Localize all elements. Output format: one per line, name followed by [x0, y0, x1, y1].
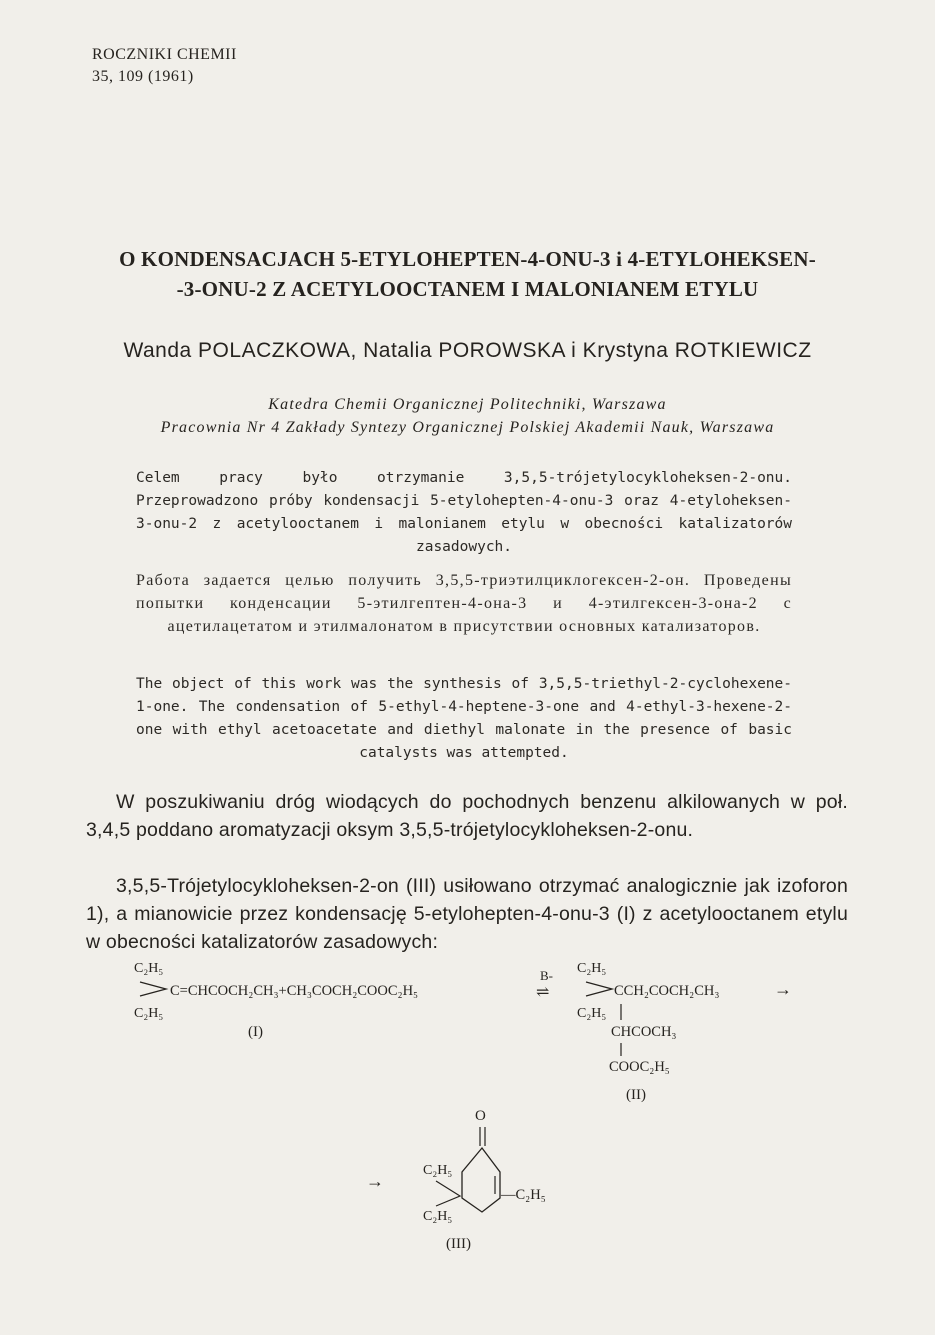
reaction-arrow-2: → — [366, 1171, 384, 1191]
label-III: (III) — [446, 1236, 471, 1252]
label-I: (I) — [248, 1024, 263, 1040]
affiliation-1: Katedra Chemii Organicznej Politechniki, Warszawa — [268, 396, 667, 413]
product-branch: CHCOCH₃ — [611, 1024, 677, 1040]
body-paragraph-1: W poszukiwaniu dróg wiodących do pochodnych benzenu alkilowanych w poł. 3,4,5 poddano aromatyzacji oksym 3,5,5-trójetylocykloheksen-2-onu. — [86, 791, 848, 841]
ring-gem-diethyl-mark — [436, 1181, 460, 1206]
journal-name: ROCZNIKI CHEMII — [92, 46, 237, 63]
authors: Wanda POLACZKOWA, Natalia POROWSKA i Krystyna ROTKIEWICZ — [123, 339, 812, 362]
ring-ethyl-top: C₂H₅ — [423, 1163, 453, 1178]
product-ester: COOC₂H₅ — [609, 1059, 670, 1075]
reactant-ethyl-bottom: C₂H₅ — [134, 1006, 164, 1021]
affiliation-2: Pracownia Nr 4 Zakłady Syntezy Organicznej Polskiej Akademii Nauk, Warszawa — [160, 419, 775, 436]
branch-mark-reactant — [140, 982, 166, 996]
ring-oxygen: O — [475, 1108, 486, 1124]
branch-mark-product — [586, 982, 612, 996]
reactant-chain: C=CHCOCH₂CH₃+CH₃COCH₂COOC₂H₅ — [170, 983, 419, 999]
title-line-1: O KONDENSACJACH 5-ETYLOHEPTEN-4-ONU-3 i 4-ETYLOHEKSEN- — [119, 247, 816, 271]
abstract-russian: Работа задается целью получить 3,5,5-триэтилциклогексен-2-он. Проведены попытки конденсации 5-этилгептен-4-она-3 и 4-этилгексен-3-она-2 с ацетилацетатом и этилмалонатом в присутствии основных катализаторов. — [136, 572, 792, 635]
title-line-2: -3-ONU-2 Z ACETYLOOCTANEM I MALONIANEM ETYLU — [176, 277, 759, 301]
ring-substituent: —C₂H₅ — [501, 1187, 546, 1203]
label-II: (II) — [626, 1087, 646, 1103]
reactant-ethyl-top: C₂H₅ — [134, 961, 164, 976]
ring-ethyl-bottom: C₂H₅ — [423, 1209, 453, 1224]
abstract-english: The object of this work was the synthesis of 3,5,5-triethyl-2-cyclohexene-1-one. The condensation of 5-ethyl-4-heptene-3-one and 4-ethyl-3-hexene-2-one with ethyl acetoacetate and diethyl malonate in the presence of basic catalysts was attempted. — [136, 676, 792, 761]
product-ethyl-top: C₂H₅ — [577, 961, 607, 976]
body-paragraph-2: 3,5,5-Trójetylocykloheksen-2-on (III) usiłowano otrzymać analogicznie jak izoforon 1), a mianowicie przez kondensację 5-etylohepten-4-onu-3 (I) z acetylooctanem etylu w obecności katalizatorów zasadowych: — [86, 875, 848, 953]
reaction-scheme — [0, 950, 935, 1260]
journal-citation: 35, 109 (1961) — [92, 68, 194, 85]
equilibrium-arrow: ⇌ — [536, 984, 550, 1001]
reaction-arrow-1: → — [774, 979, 792, 999]
product-ethyl-bottom: C₂H₅ — [577, 1006, 607, 1021]
cyclohexenone-ring — [462, 1148, 500, 1212]
abstract-polish: Celem pracy było otrzymanie 3,5,5-trójetylocykloheksen-2-onu. Przeprowadzono próby kondensacji 5-etylohepten-4-onu-3 oraz 4-etyloheksen-3-onu-2 z acetylooctanem i malonianem etylu w obecności katalizatorów zasadowych. — [136, 470, 792, 555]
catalyst-label: B- — [540, 968, 553, 983]
product-chain: CCH₂COCH₂CH₃ — [614, 983, 720, 999]
